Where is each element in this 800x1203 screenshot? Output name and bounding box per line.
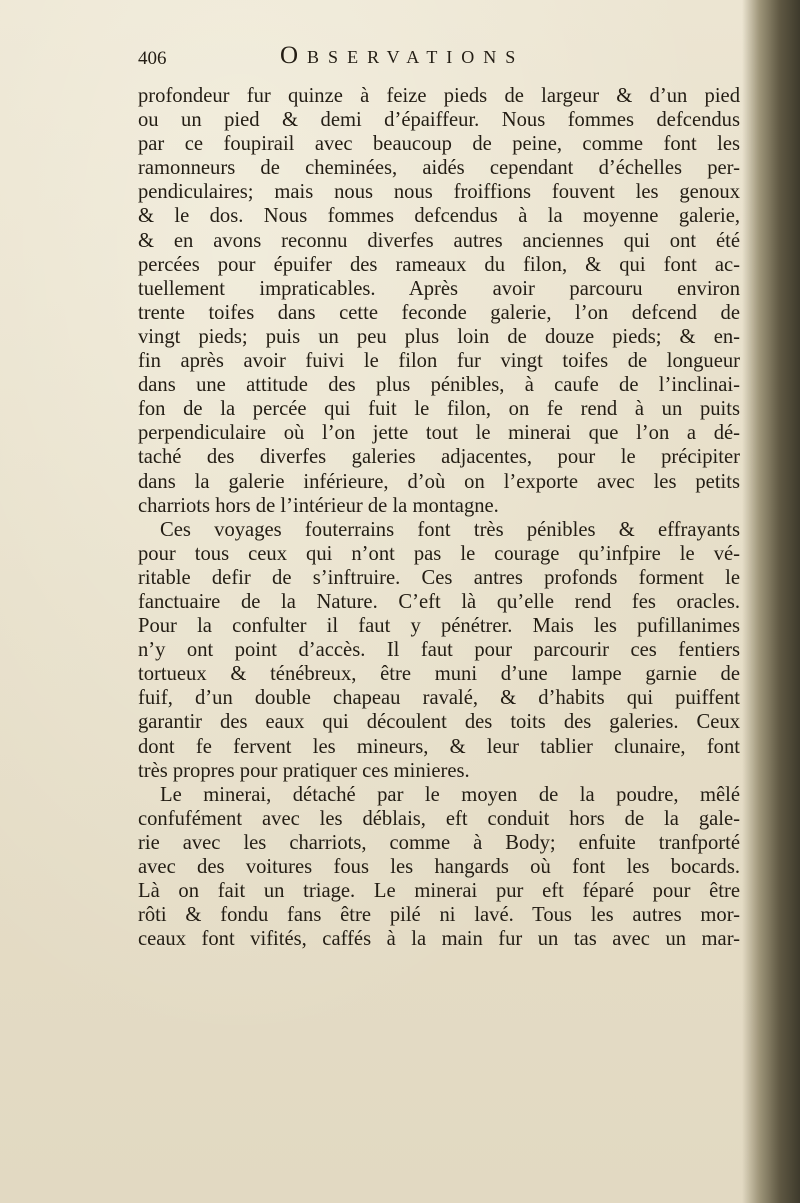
text-line: ou un pied & demi d’épaiffeur. Nous fommes defcendus (138, 109, 740, 132)
text-line: fanctuaire de la Nature. C’eft là qu’elle rend fes oracles. (138, 590, 740, 613)
text-line: par ce foupirail avec beaucoup de peine, comme font les (138, 133, 740, 156)
text-line: fuif, d’un double chapeau ravalé, & d’habits qui puiffent (138, 687, 740, 710)
text-line: ritable defir de s’inftruire. Ces antres profonds forment le (138, 566, 740, 589)
text-line: pour tous ceux qui n’ont pas le courage qu’infpire le vé- (138, 542, 740, 565)
text-line: trente toifes dans cette feconde galerie, l’on defcend de (138, 301, 740, 324)
text-line: perpendiculaire où l’on jette tout le minerai que l’on a dé- (138, 422, 740, 445)
text-line: dont fe fervent les mineurs, & leur tablier clunaire, font (138, 735, 740, 758)
text-line: Le minerai, détaché par le moyen de la poudre, mêlé (160, 783, 740, 806)
text-line: profondeur fur quinze à feize pieds de largeur & d’un pied (138, 85, 740, 107)
text-line: rie avec les charriots, comme à Body; enfuite tranfporté (138, 831, 740, 854)
book-spine-shadow (742, 0, 800, 1203)
body-text (138, 84, 740, 951)
text-line: dans une attitude des plus pénibles, à caufe de l’inclinai- (138, 374, 740, 397)
text-line: garantir des eaux qui découlent des toits des galeries. Ceux (138, 711, 740, 734)
text-line: tortueux & ténébreux, être muni d’une lampe garnie de (138, 663, 740, 686)
text-line: fin après avoir fuivi le filon fur vingt toifes de longueur (138, 350, 740, 373)
text-line: charriots hors de l’intérieur de la montagne. (138, 494, 499, 517)
text-line: pendiculaires; mais nous nous froiffions fouvent les genoux (138, 181, 740, 204)
running-head (138, 42, 738, 82)
text-line: vingt pieds; puis un peu plus loin de douze pieds; & en- (138, 325, 740, 348)
text-line: tuellement impraticables. Après avoir parcouru environ (138, 277, 740, 300)
text-line: dans la galerie inférieure, d’où on l’exporte avec les petits (138, 470, 740, 493)
text-line: confufément avec les déblais, eft conduit hors de la gale- (138, 807, 740, 830)
text-line: très propres pour pratiquer ces minieres. (138, 759, 470, 782)
running-title: Observations (280, 42, 525, 69)
text-line: ramonneurs de cheminées, aidés cependant d’échelles per- (138, 157, 740, 180)
text-line: taché des diverfes galeries adjacentes, pour le précipiter (138, 446, 740, 469)
text-line: Là on fait un triage. Le minerai pur eft féparé pour être (138, 880, 740, 903)
text-line: percées pour épuifer des rameaux du filon, & qui font ac- (138, 253, 740, 276)
text-line: Ces voyages fouterrains font très pénibles & effrayants (160, 518, 740, 541)
text-line: Pour la confulter il faut y pénétrer. Mais les pufillanimes (138, 615, 740, 638)
text-line: rôti & fondu fans être pilé ni lavé. Tous les autres mor- (138, 904, 740, 927)
text-line: & en avons reconnu diverfes autres anciennes qui ont été (138, 229, 740, 252)
text-line: & le dos. Nous fommes defcendus à la moyenne galerie, (138, 205, 740, 228)
text-line: avec des voitures fous les hangards où font les bocards. (138, 856, 740, 878)
text-line: fon de la percée qui fuit le filon, on fe rend à un puits (138, 398, 740, 421)
page-number: 406 (138, 48, 167, 69)
text-line: ceaux font vifités, caffés à la main fur un tas avec un mar- (138, 928, 740, 951)
text-line: n’y ont point d’accès. Il faut pour parcourir ces fentiers (138, 639, 740, 662)
